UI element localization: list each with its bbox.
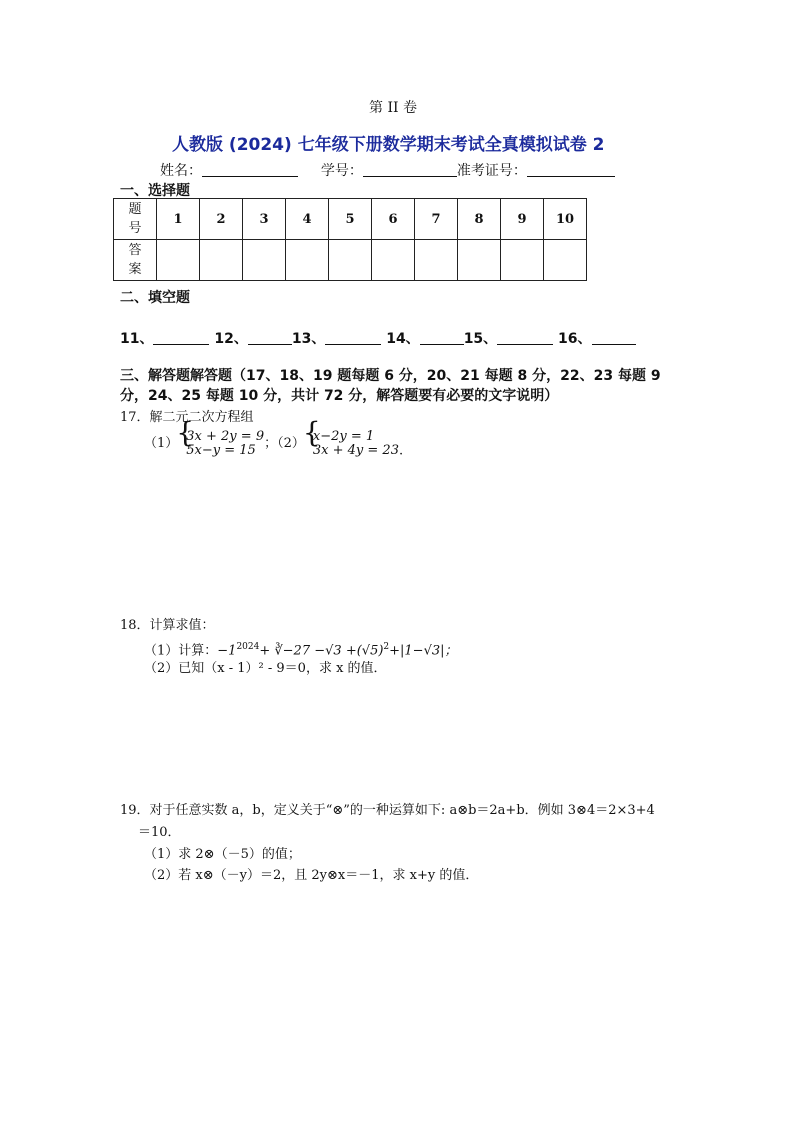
fill-blank-16[interactable] <box>592 331 636 345</box>
question-number-cell: 2 <box>200 199 243 240</box>
q18-part1-label: （1）计算： <box>144 643 218 659</box>
fill-item-14: 14、 <box>386 331 420 347</box>
answer-cell[interactable] <box>544 240 587 281</box>
student-info-line <box>160 160 615 180</box>
answer-cell[interactable] <box>329 240 372 281</box>
answer-cell[interactable] <box>501 240 544 281</box>
q18-part2: （2）已知（x - 1）² - 9＝0，求 x 的值． <box>144 661 387 676</box>
fill-blank-15[interactable] <box>497 331 553 345</box>
question-number-cell: 3 <box>243 199 286 240</box>
row-header-answer: 答案 <box>114 240 157 281</box>
answer-cell[interactable] <box>157 240 200 281</box>
question-number-cell: 5 <box>329 199 372 240</box>
q17-system1-eq1: 3x + 2y = 9 <box>186 429 265 444</box>
exam-id-blank[interactable] <box>527 162 615 177</box>
question-number-cell: 10 <box>544 199 587 240</box>
q18-exponent-2024: 2024 <box>236 642 260 652</box>
q17-system-1 <box>178 430 264 458</box>
question-number-cell: 7 <box>415 199 458 240</box>
q17-system2-eq2: 3x + 4y = 23 <box>312 443 399 458</box>
fill-blank-12[interactable] <box>248 331 292 345</box>
answer-cell[interactable] <box>458 240 501 281</box>
q17-part1-label: （1） <box>144 436 179 451</box>
row-header-question-number: 题号 <box>114 199 157 240</box>
q17-part2-label: （2） <box>277 436 305 451</box>
q19-stem-line1: 19．对于任意实数 a，b，定义关于“⊗”的一种运算如下: a⊗b＝2a+b．例如 3⊗4＝2×3+4 <box>120 803 655 818</box>
q18-expr-b: + ∛−27 −√3 +(√5) <box>259 643 384 659</box>
answer-grid-number-row <box>114 199 587 240</box>
q17-separator: ； <box>264 436 278 451</box>
answer-grid-answer-row <box>114 240 587 281</box>
question-number-cell: 9 <box>501 199 544 240</box>
q18-part1 <box>144 637 458 661</box>
answer-grid <box>113 198 587 281</box>
section2-heading: 二、填空题 <box>120 290 190 306</box>
q18-expr-c: +|1−√3|； <box>389 643 458 659</box>
section1-heading: 一、选择题 <box>120 183 190 199</box>
q17-equations <box>144 430 403 459</box>
q18-stem: 18．计算求值： <box>120 618 215 633</box>
q18-exponent-2: 2 <box>383 642 390 652</box>
q17-system2-eq1: x−2y = 1 <box>312 429 375 444</box>
q17-system-2 <box>305 430 399 458</box>
student-id-label: 学号： <box>320 163 363 179</box>
name-blank[interactable] <box>202 162 298 177</box>
q17-stem: 17．解二元二次方程组 <box>120 410 254 425</box>
fill-item-15: 15、 <box>463 331 498 347</box>
volume-label: 第 II 卷 <box>369 100 417 116</box>
fill-blank-14[interactable] <box>420 331 464 345</box>
answer-cell[interactable] <box>415 240 458 281</box>
fill-blank-13[interactable] <box>325 331 381 345</box>
q19-stem-line2: ＝10． <box>138 825 181 840</box>
exam-title: 人教版 (2024) 七年级下册数学期末考试全真模拟试卷 2 <box>172 135 605 155</box>
question-number-cell: 1 <box>157 199 200 240</box>
q18-expr-a: −1 <box>217 643 237 659</box>
fill-item-12: 12、 <box>214 331 248 347</box>
answer-cell[interactable] <box>243 240 286 281</box>
fill-item-11: 11、 <box>120 331 154 347</box>
exam-id-label: 准考证号： <box>456 163 527 179</box>
answer-cell[interactable] <box>372 240 415 281</box>
answer-cell[interactable] <box>200 240 243 281</box>
fill-item-13: 13、 <box>291 331 326 347</box>
student-id-blank[interactable] <box>363 162 457 177</box>
q19-part2: （2）若 x⊗（－y）＝2，且 2y⊗x＝－1，求 x+y 的值． <box>144 868 479 883</box>
q17-end: . <box>398 443 404 459</box>
fill-blank-11[interactable] <box>153 331 209 345</box>
question-number-cell: 6 <box>372 199 415 240</box>
answer-cell[interactable] <box>286 240 329 281</box>
q19-part1: （1）求 2⊗（－5）的值； <box>144 847 301 862</box>
section3-heading: 三、解答题解答题（17、18、19 题每题 6 分，20、21 每题 8 分，22、23 每题 9 分，24、25 每题 10 分，共计 72 分，解答题要有必要的文字说明） <box>120 368 661 404</box>
fill-blank-line <box>120 328 636 348</box>
q17-system1-eq2: 5x−y = 15 <box>186 443 256 458</box>
name-label: 姓名： <box>160 163 202 179</box>
fill-item-16: 16、 <box>558 331 592 347</box>
question-number-cell: 8 <box>458 199 501 240</box>
question-number-cell: 4 <box>286 199 329 240</box>
